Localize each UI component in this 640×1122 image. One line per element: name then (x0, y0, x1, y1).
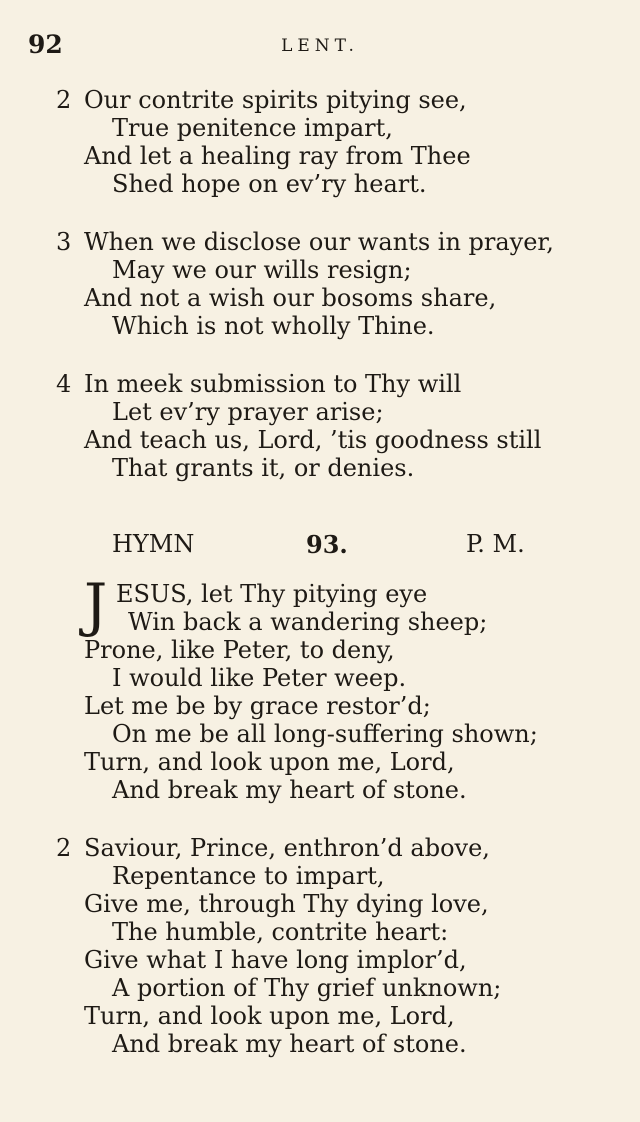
hymn-meter: P. M. (466, 530, 525, 558)
verse-line: Win back a wandering sheep; (128, 608, 488, 636)
verse-line: On me be all long-suffering shown; (112, 720, 538, 748)
stanza-number: 2 (56, 834, 72, 862)
verse-line: Our contrite spirits pitying see, (84, 86, 467, 114)
verse-line: In meek submission to Thy will (84, 370, 462, 398)
verse-line: Give me, through Thy dying love, (84, 890, 489, 918)
verse-line: And break my heart of stone. (112, 776, 467, 804)
verse-line: When we disclose our wants in prayer, (84, 228, 554, 256)
page-header (0, 30, 640, 62)
running-head: LENT. (281, 36, 359, 56)
verse-line: And not a wish our bosoms share, (84, 284, 497, 312)
stanza-number: 2 (56, 86, 72, 114)
page-number: 92 (28, 30, 63, 59)
verse-line: Prone, like Peter, to deny, (84, 636, 395, 664)
verse-line: That grants it, or denies. (112, 454, 415, 482)
verse-line: Shed hope on ev’ry heart. (112, 170, 427, 198)
verse-line: I would like Peter weep. (112, 664, 407, 692)
verse-line: The humble, contrite heart: (112, 918, 449, 946)
verse-line: Let me be by grace restor’d; (84, 692, 431, 720)
verse-line: Turn, and look upon me, Lord, (84, 748, 455, 776)
verse-line: And let a healing ray from Thee (84, 142, 471, 170)
verse-line: Saviour, Prince, enthron’d above, (84, 834, 490, 862)
verse-line: Give what I have long implor’d, (84, 946, 467, 974)
verse-line: True penitence impart, (112, 114, 393, 142)
verse-line: And teach us, Lord, ’tis goodness still (84, 426, 542, 454)
hymn-label: HYMN (112, 530, 195, 558)
verse-line: Which is not wholly Thine. (112, 312, 435, 340)
hymn-number: 93. (306, 530, 348, 559)
verse-line: Repentance to impart, (112, 862, 385, 890)
verse-line: Turn, and look upon me, Lord, (84, 1002, 455, 1030)
verse-line: And break my heart of stone. (112, 1030, 467, 1058)
drop-cap: J (84, 571, 108, 639)
stanza-number: 3 (56, 228, 72, 256)
verse-line: A portion of Thy grief unknown; (112, 974, 502, 1002)
verse-line: Let ev’ry prayer arise; (112, 398, 384, 426)
stanza-number: 4 (56, 370, 72, 398)
verse-line: May we our wills resign; (112, 256, 412, 284)
hymn-title (0, 530, 640, 562)
verse-line: ESUS, let Thy pitying eye (116, 580, 428, 608)
